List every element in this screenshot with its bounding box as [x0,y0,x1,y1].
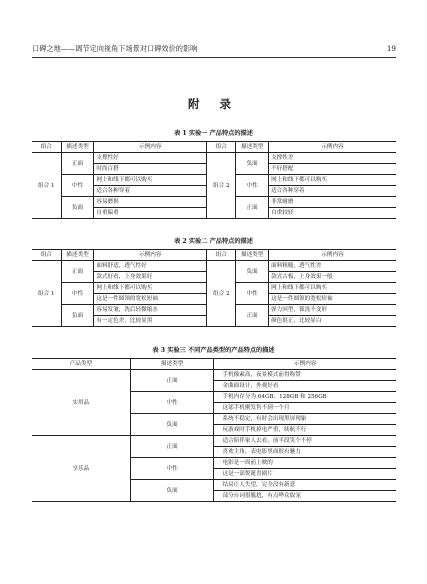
column-header: 组合 [207,250,236,261]
example-content: 这是一件圆领的宽松短袖 [94,294,207,305]
product-type: 享乐品 [32,436,130,502]
column-header: 示例内容 [214,359,396,370]
example-content: 容易磨损 [94,197,207,208]
table2-caption: 表 2 实验二 产品特点的描述 [174,238,253,245]
description-type: 中性 [130,392,214,414]
description-type: 正面 [236,305,269,327]
example-content: 款式好看，上身效果好 [94,272,207,283]
header-row [32,359,396,370]
description-type: 负面 [236,153,269,175]
example-content: 支撑性好 [94,153,207,164]
description-type: 中性 [61,175,94,197]
example-content: 款式古板，上身效果一般 [269,272,396,283]
header-row [32,250,396,261]
group-label: 组合 1 [38,290,55,297]
example-content: 时尚百搭 [94,164,207,175]
example-content: 部分台词很尴尬，有点哗众取宠 [214,491,396,502]
group-label: 组合 2 [207,153,236,219]
example-content: 支撑性差 [269,153,396,164]
example-content: 网上和线下都可以购买 [269,283,396,294]
table3-caption: 表 3 实验三 不同产品类型的产品特点的描述 [152,347,275,354]
description-type: 正面 [61,153,94,175]
description-type: 正面 [130,370,214,392]
description-type: 负面 [130,414,214,436]
page-number: 19 [386,44,396,53]
example-content: 电影是一周前上映的 [214,458,396,469]
description-type: 负面 [61,305,94,327]
product-type: 实用品 [72,399,90,406]
example-content: 不好搭配 [269,164,396,175]
column-header: 组合 [32,250,61,261]
description-type: 负面 [130,480,214,502]
column-header: 描述类型 [61,142,94,153]
column-header: 组合 [207,142,236,153]
description-type: 中性 [236,283,269,305]
running-title: 口碑之地——调节定向视角下场景对口碑效价的影响 [32,44,198,53]
table-row [32,153,396,164]
example-content: 面料粗糙，透气性差 [269,261,396,272]
column-header: 示例内容 [94,250,207,261]
table3 [32,358,396,502]
example-content: 这是一件圆领的宽松短袖 [269,294,396,305]
example-content: 玩游戏时手机掉电严重，续航不行 [214,425,396,436]
column-header: 示例内容 [269,142,396,153]
example-content: 适合陪伴家人去看，前半段笑个不停 [214,436,396,447]
description-type: 中性 [130,458,214,480]
column-header: 描述类型 [236,250,269,261]
header-row [32,142,396,153]
column-header: 产品类型 [32,359,130,370]
column-header: 描述类型 [236,142,269,153]
example-content: 手机像素高，夜景模式前得称赞 [214,370,396,381]
example-content: 有一定色差，比较显黑 [94,316,207,327]
description-type: 正面 [61,261,94,283]
example-content: 手机内存分为 64GB、128GB 和 256GB [214,392,396,403]
example-content: 自重较轻 [269,208,396,219]
section-title: 附 录 [187,97,239,111]
table1-caption: 表 1 实验一 产品特点的描述 [174,130,253,137]
example-content: 适合各种穿着 [94,186,207,197]
example-content: 网上和线下都可以购买 [269,175,396,186]
column-header: 描述类型 [130,359,214,370]
example-content: 这是一部悦诞喜剧片 [214,469,396,480]
example-content: 面料舒适，透气性好 [94,261,207,272]
example-content: 网上和线下都可以购买 [94,175,207,186]
example-content: 非常耐磨 [269,197,396,208]
example-content: 网上和线下都可以购买 [94,283,207,294]
example-content: 自重偏重 [94,208,207,219]
example-content: 系统不稳定，有时会出现黑屏现象 [214,414,396,425]
group-label: 组合 2 [207,261,236,327]
running-header [32,44,396,58]
description-type: 正面 [130,436,214,458]
column-header: 示例内容 [94,142,207,153]
table-row [32,261,396,272]
example-content: 金曲面设计，外观好看 [214,381,396,392]
description-type: 负面 [236,261,269,283]
column-header: 示例内容 [269,250,396,261]
column-header: 描述类型 [61,250,94,261]
description-type: 中性 [236,175,269,197]
table2 [32,249,396,327]
example-content: 颜色很正，比较显白 [269,316,396,327]
description-type: 负面 [61,197,94,219]
example-content: 喜欢主角，表电影里面很有魅力 [214,447,396,458]
example-content: 容易发皱，洗后轻微缩水 [94,305,207,316]
column-header: 组合 [32,142,61,153]
table1 [32,141,396,219]
example-content: 这部手机刚发售不到一个月 [214,403,396,414]
table-row [32,370,396,381]
table-row [32,436,396,447]
description-type: 中性 [61,283,94,305]
example-content: 弹力回型，锁洗不变形 [269,305,396,316]
description-type: 正面 [236,197,269,219]
example-content: 结局让人失望，完全没有新意 [214,480,396,491]
group-label: 组合 1 [38,182,55,189]
example-content: 适合各种穿着 [269,186,396,197]
